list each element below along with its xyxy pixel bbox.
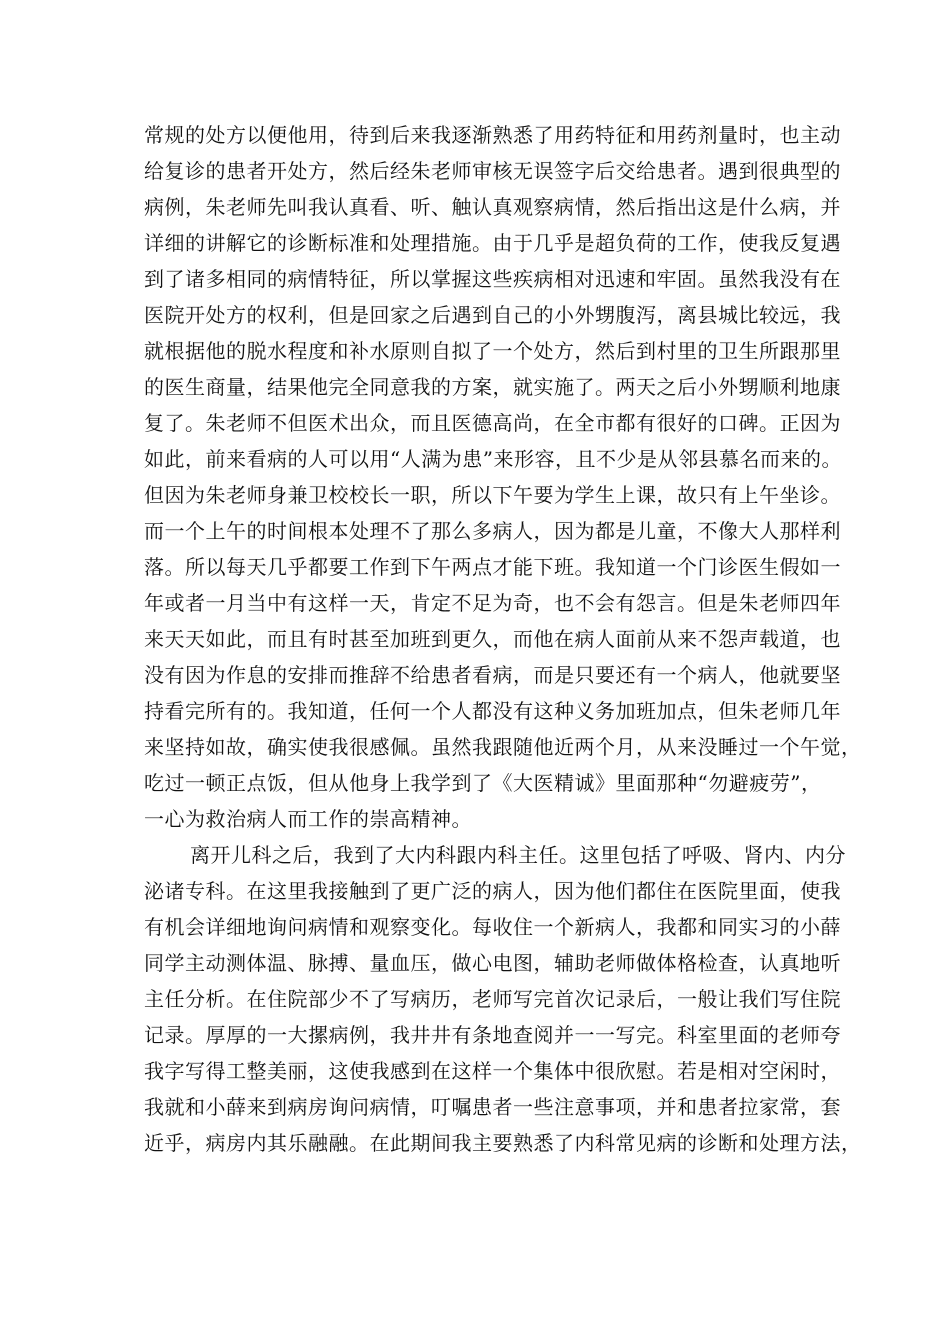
paragraph-1-line-18: 来坚持如故，确实使我很感佩。虽然我跟随他近两个月，从来没睡过一个午觉， bbox=[144, 735, 862, 759]
paragraph-1-line-4: 详细的讲解它的诊断标准和处理措施。由于几乎是超负荷的工作，使我反复遇 bbox=[144, 231, 841, 255]
paragraph-1-line-8: 的医生商量，结果他完全同意我的方案，就实施了。两天之后小外甥顺利地康 bbox=[144, 375, 841, 399]
paragraph-1-line-3: 病例，朱老师先叫我认真看、听、触认真观察病情，然后指出这是什么病，并 bbox=[144, 195, 841, 219]
paragraph-2-line-6: 记录。厚厚的一大摞病例，我井井有条地查阅并一一写完。科室里面的老师夸 bbox=[144, 1023, 841, 1047]
paragraph-2-line-8: 我就和小薛来到病房询问病情，叮嘱患者一些注意事项，并和患者拉家常，套 bbox=[144, 1095, 841, 1119]
paragraph-2-line-7: 我字写得工整美丽，这使我感到在这样一个集体中很欣慰。若是相对空闲时， bbox=[144, 1059, 841, 1083]
paragraph-1-line-1: 常规的处方以便他用，待到后来我逐渐熟悉了用药特征和用药剂量时，也主动 bbox=[144, 123, 841, 147]
paragraph-2-line-4: 同学主动测体温、脉搏、量血压，做心电图，辅助老师做体格检查，认真地听 bbox=[144, 951, 841, 975]
paragraph-2-line-2: 泌诸专科。在这里我接触到了更广泛的病人，因为他们都住在医院里面，使我 bbox=[144, 879, 841, 903]
paragraph-1-line-2: 给复诊的患者开处方，然后经朱老师审核无误签字后交给患者。遇到很典型的 bbox=[144, 159, 841, 183]
paragraph-2-line-9: 近乎，病房内其乐融融。在此期间我主要熟悉了内科常见病的诊断和处理方法， bbox=[144, 1131, 862, 1155]
paragraph-1-line-9: 复了。朱老师不但医术出众，而且医德高尚，在全市都有很好的口碑。正因为 bbox=[144, 411, 841, 435]
paragraph-1-line-5: 到了诸多相同的病情特征，所以掌握这些疾病相对迅速和牢固。虽然我没有在 bbox=[144, 267, 841, 291]
paragraph-1-line-20: 一心为救治病人而工作的崇高精神。 bbox=[144, 807, 472, 831]
paragraph-1-line-11: 但因为朱老师身兼卫校校长一职，所以下午要为学生上课，故只有上午坐诊。 bbox=[144, 483, 841, 507]
paragraph-1-line-17: 持看完所有的。我知道，任何一个人都没有这种义务加班加点，但朱老师几年 bbox=[144, 699, 841, 723]
paragraph-2-line-5: 主任分析。在住院部少不了写病历，老师写完首次记录后，一般让我们写住院 bbox=[144, 987, 841, 1011]
paragraph-2-line-3: 有机会详细地询问病情和观察变化。每收住一个新病人，我都和同实习的小薛 bbox=[144, 915, 841, 939]
paragraph-1-line-6: 医院开处方的权利，但是回家之后遇到自己的小外甥腹泻，离县城比较远，我 bbox=[144, 303, 841, 327]
paragraph-1-line-16: 没有因为作息的安排而推辞不给患者看病，而是只要还有一个病人，他就要坚 bbox=[144, 663, 841, 687]
paragraph-2-line-1: 离开儿科之后，我到了大内科跟内科主任。这里包括了呼吸、肾内、内分 bbox=[190, 843, 846, 867]
paragraph-1-line-14: 年或者一月当中有这样一天，肯定不足为奇，也不会有怨言。但是朱老师四年 bbox=[144, 591, 841, 615]
paragraph-1-line-19: 吃过一顿正点饭，但从他身上我学到了《大医精诚》里面那种“勿避疲劳”， bbox=[144, 771, 822, 795]
paragraph-1-line-12: 而一个上午的时间根本处理不了那么多病人，因为都是儿童，不像大人那样利 bbox=[144, 519, 841, 543]
paragraph-1-line-10: 如此，前来看病的人可以用“人满为患”来形容，且不少是从邻县慕名而来的。 bbox=[144, 447, 842, 471]
paragraph-1-line-13: 落。所以每天几乎都要工作到下午两点才能下班。我知道一个门诊医生假如一 bbox=[144, 555, 841, 579]
paragraph-1-line-15: 来天天如此，而且有时甚至加班到更久，而他在病人面前从来不怨声载道，也 bbox=[144, 627, 841, 651]
paragraph-1-line-7: 就根据他的脱水程度和补水原则自拟了一个处方，然后到村里的卫生所跟那里 bbox=[144, 339, 841, 363]
